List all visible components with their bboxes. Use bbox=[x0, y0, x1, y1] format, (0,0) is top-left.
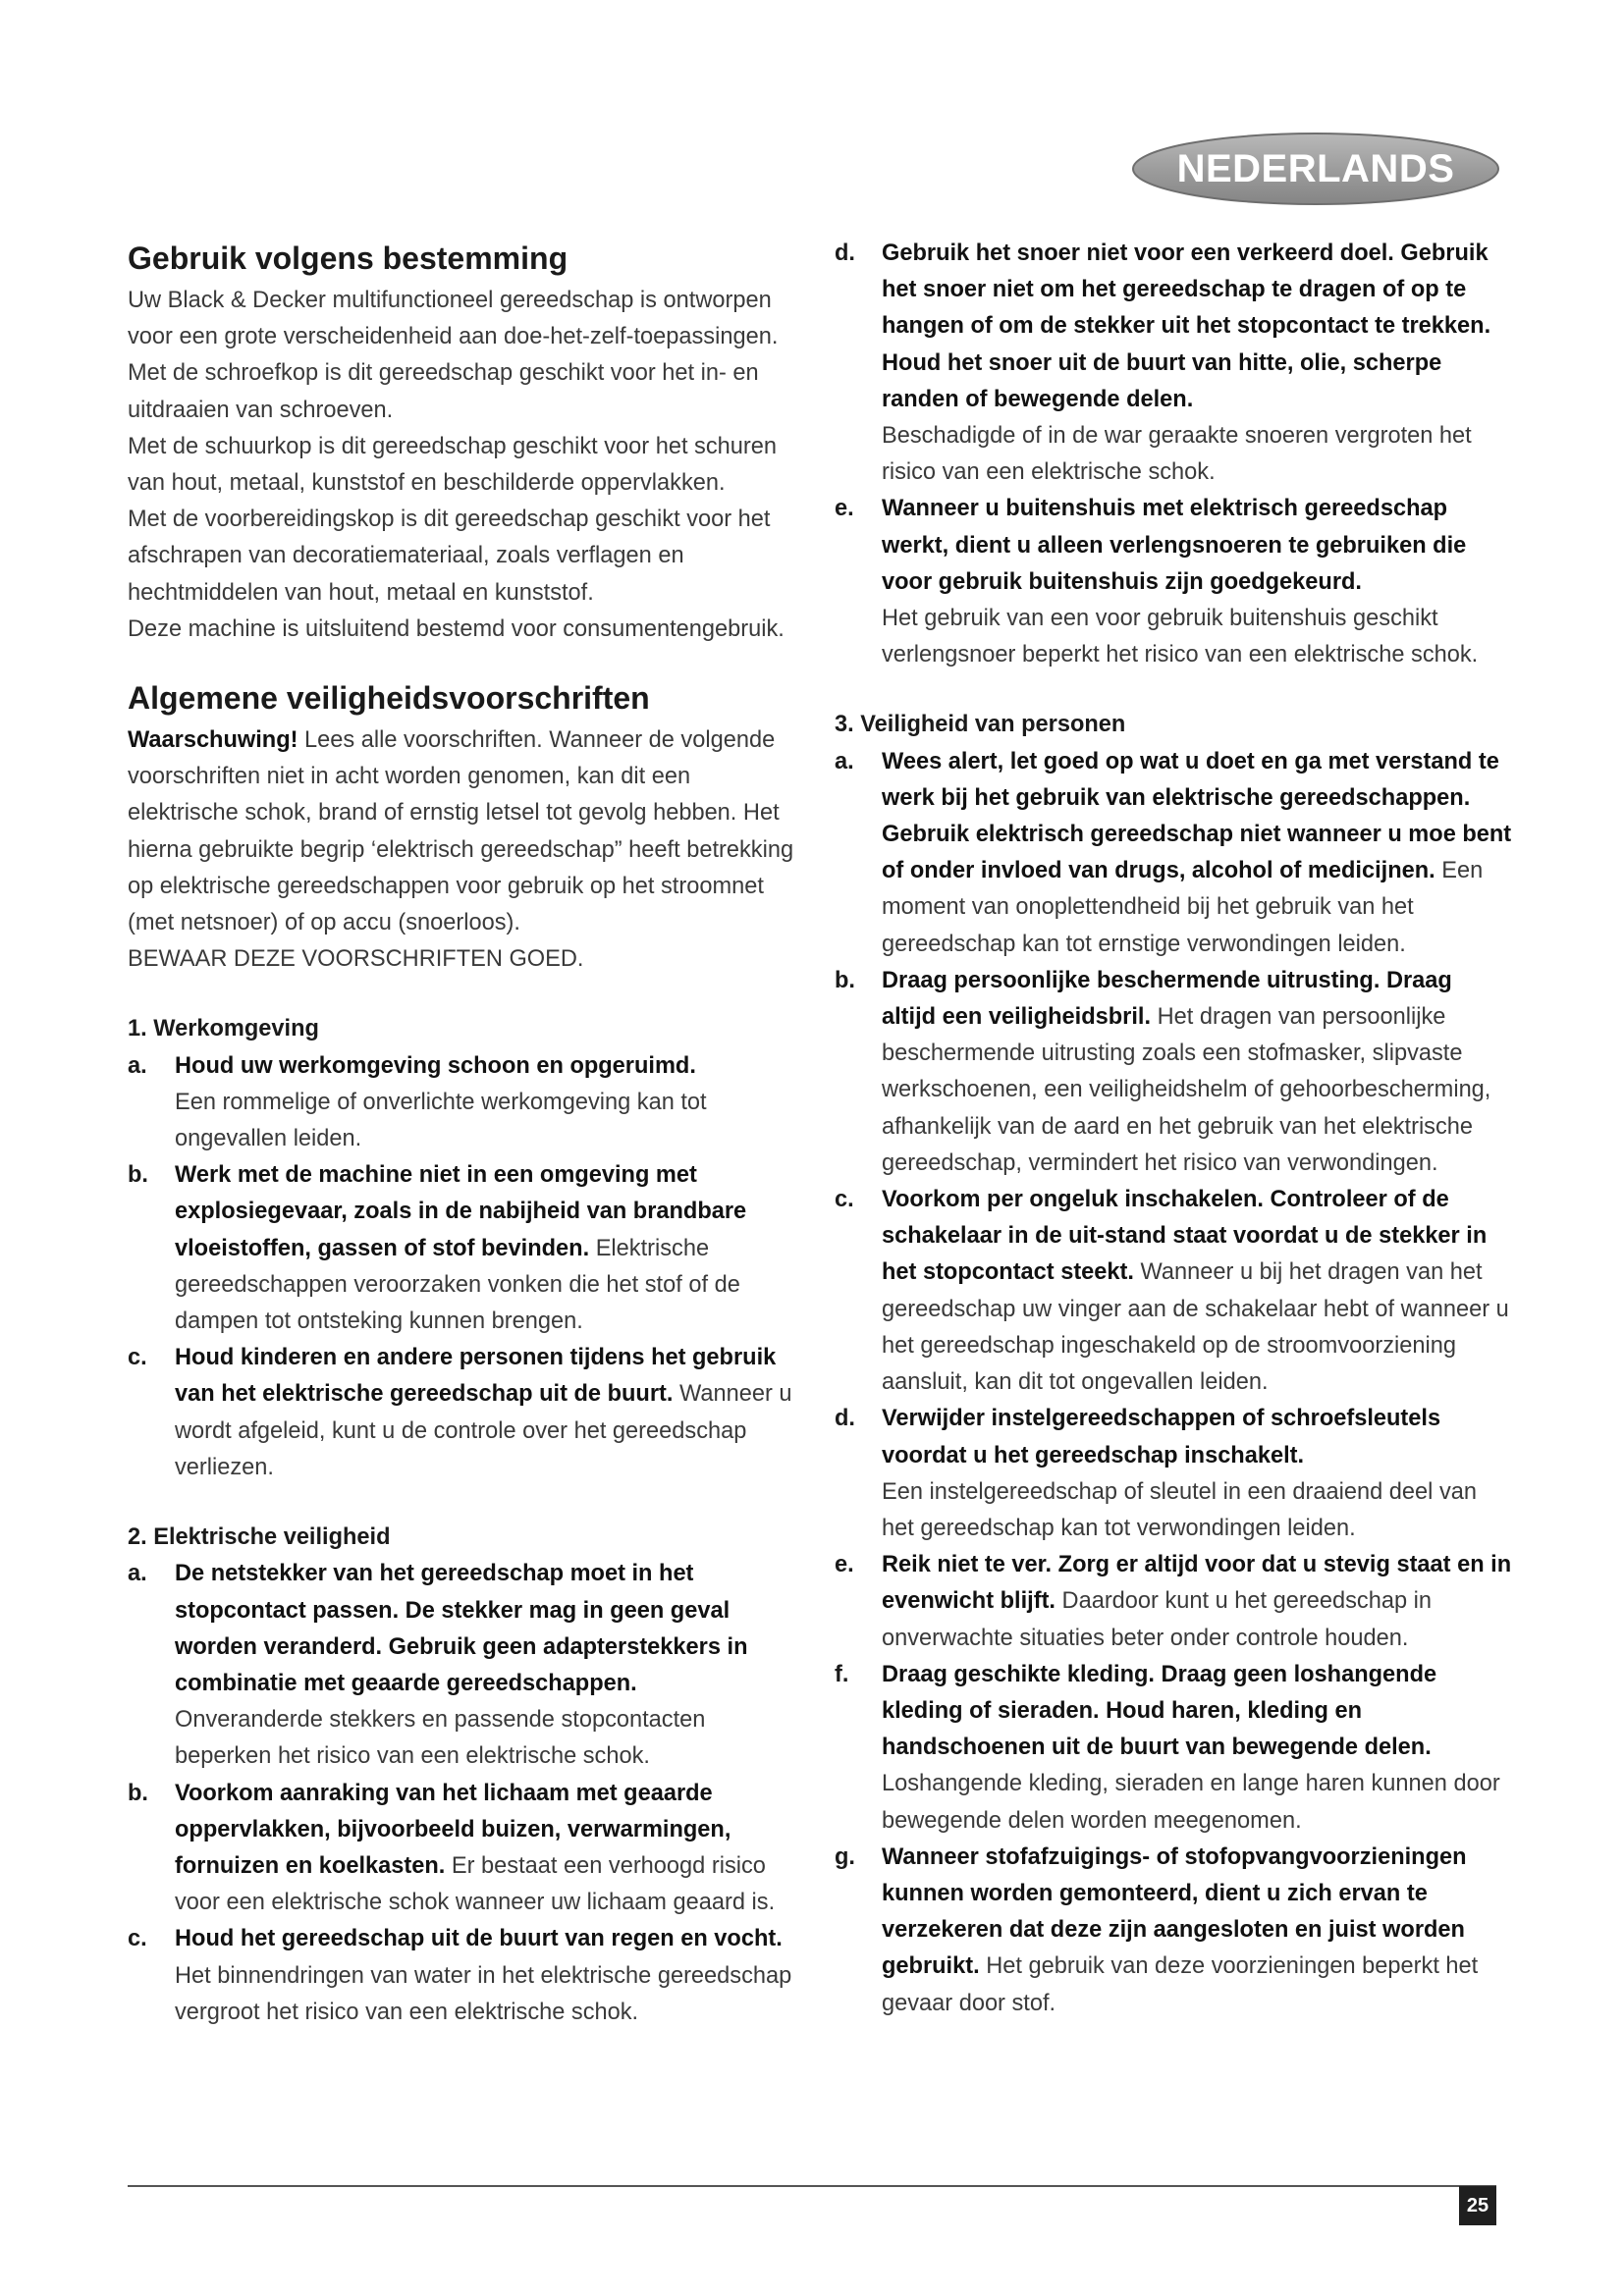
item-bold-text: Gebruik het snoer niet voor een verkeerd doel. Gebruik het snoer niet om het gereedschap te dragen of op te hangen of om de stekker uit het stopcontact te trekken. Houd het snoer uit de buurt van hitte, olie, scherpe randen of bewegende delen. bbox=[882, 240, 1491, 412]
list-item bbox=[128, 1340, 805, 1486]
item-bold-text: De netstekker van het gereedschap moet in het stopcontact passen. De stekker mag in geen geval worden veranderd. Gebruik geen adapterstekkers in combinatie met geaarde gereedschappen. bbox=[175, 1561, 748, 1696]
item-detail-text: Een rommelige of onverlichte werkomgeving kan tot ongevallen leiden. bbox=[175, 1089, 707, 1152]
list-item bbox=[128, 1048, 805, 1158]
general-safety-heading: Algemene veiligheidsvoorschriften bbox=[128, 680, 650, 717]
item-bold-text: Draag geschikte kleding. Draag geen loshangende kleding of sieraden. Houd haren, kleding en handschoenen uit de buurt van bewegende delen. bbox=[882, 1661, 1437, 1761]
list-item bbox=[835, 1840, 1512, 2022]
right-column bbox=[835, 236, 1512, 2022]
item-letter: b. bbox=[128, 1162, 148, 1189]
intended-use-paragraph: Met de schuurkop is dit gereedschap geschikt voor het schuren van hout, metaal, kunststof en beschilderde oppervlakken. bbox=[128, 433, 777, 497]
list-item bbox=[835, 491, 1512, 673]
list-item bbox=[835, 963, 1512, 1182]
item-detail-text: Het binnendringen van water in het elektrische gereedschap vergroot het risico van een elektrische schok. bbox=[175, 1962, 792, 2025]
item-bold-text: Draag persoonlijke beschermende uitrusting. Draag altijd een veiligheidsbril. bbox=[882, 967, 1452, 1031]
item-letter: g. bbox=[835, 1843, 855, 1870]
warning-text: Lees alle voorschriften. Wanneer de volgende voorschriften niet in acht worden genomen, kan dit een elektrische schok, brand of ernstig letsel tot gevolg hebben. Het hierna gebruikte begrip ‘elektrisch gereedschap” heeft betrekking op elektrische gereedschappen voor gebruik op het stroomnet (met netsnoer) of op accu (snoerloos). bbox=[128, 727, 794, 936]
list-item bbox=[835, 1182, 1512, 1401]
personal-safety-heading: 3. Veiligheid van personen bbox=[835, 712, 1126, 738]
item-detail-text: Elektrische gereedschappen veroorzaken vonken die het stof of de dampen tot ontsteking kunnen brengen. bbox=[175, 1235, 740, 1335]
left-column bbox=[128, 236, 805, 2031]
item-letter: c. bbox=[128, 1345, 147, 1371]
item-bold-text: Reik niet te ver. Zorg er altijd voor dat u stevig staat en in evenwicht blijft. bbox=[882, 1552, 1512, 1615]
item-detail-text: Wanneer u bij het dragen van het gereedschap uw vinger aan de schakelaar hebt of wanneer u het gereedschap ingeschakeld op de stroomvoorziening aansluit, kan dit tot ongevallen leiden. bbox=[882, 1259, 1509, 1396]
item-detail-text: Onveranderde stekkers en passende stopcontacten beperken het risico van een elektrische schok. bbox=[175, 1707, 706, 1770]
item-bold-text: Voorkom aanraking van het lichaam met geaarde oppervlakken, bijvoorbeeld buizen, verwarmingen, fornuizen en koelkasten. bbox=[175, 1780, 731, 1879]
item-letter: d. bbox=[835, 240, 855, 266]
footer-rule bbox=[128, 2185, 1496, 2187]
item-letter: c. bbox=[835, 1187, 854, 1213]
item-bold-text: Houd het gereedschap uit de buurt van regen en vocht. bbox=[175, 1926, 783, 1952]
intended-use-paragraph: Deze machine is uitsluitend bestemd voor consumentengebruik. bbox=[128, 615, 785, 642]
work-area-heading: 1. Werkomgeving bbox=[128, 1016, 319, 1042]
keep-instructions-text: BEWAAR DEZE VOORSCHRIFTEN GOED. bbox=[128, 946, 584, 973]
list-item bbox=[128, 1556, 805, 1775]
intended-use-paragraph: Met de schroefkop is dit gereedschap geschikt voor het in- en uitdraaien van schroeven. bbox=[128, 360, 759, 423]
warning-label: Waarschuwing! bbox=[128, 727, 298, 754]
item-detail-text: Het gebruik van deze voorzieningen beperkt het gevaar door stof. bbox=[882, 1953, 1479, 2016]
item-bold-text: Wees alert, let goed op wat u doet en ga met verstand te werk bij het gebruik van elektrische gereedschappen. Gebruik elektrisch gereedschap niet wanneer u moe bent of onder invloed van drugs, alcohol of medicijnen. bbox=[882, 748, 1512, 884]
intended-use-paragraph: Met de voorbereidingskop is dit gereedschap geschikt voor het afschrapen van decoratiemateriaal, zoals verflagen en hechtmiddelen van hout, metaal en kunststof. bbox=[128, 507, 771, 606]
language-badge bbox=[1131, 132, 1500, 206]
item-detail-text: Daardoor kunt u het gereedschap in onverwachte situaties beter onder controle houden. bbox=[882, 1588, 1432, 1651]
item-detail-text: Beschadigde of in de war geraakte snoeren vergroten het risico van een elektrische schok. bbox=[882, 423, 1472, 486]
item-letter: a. bbox=[128, 1561, 147, 1587]
item-letter: a. bbox=[128, 1052, 147, 1079]
item-bold-text: Houd kinderen en andere personen tijdens het gebruik van het elektrische gereedschap uit de buurt. bbox=[175, 1345, 777, 1408]
item-bold-text: Wanneer stofafzuigings- of stofopvangvoorzieningen kunnen worden gemonteerd, dient u zich ervan te verzekeren dat deze zijn aangesloten en juist worden gebruikt. bbox=[882, 1843, 1467, 1980]
item-letter: f. bbox=[835, 1661, 849, 1687]
electrical-safety-heading: 2. Elektrische veiligheid bbox=[128, 1524, 391, 1551]
item-letter: b. bbox=[128, 1780, 148, 1806]
list-item bbox=[835, 1401, 1512, 1547]
list-item bbox=[835, 236, 1512, 491]
warning-paragraph bbox=[128, 722, 805, 941]
item-bold-text: Voorkom per ongeluk inschakelen. Controleer of de schakelaar in de uit-stand staat voordat u de stekker in het stopcontact steekt. bbox=[882, 1187, 1488, 1286]
intended-use-paragraph: Uw Black & Decker multifunctioneel gereedschap is ontworpen voor een grote verscheidenheid aan doe-het-zelf-toepassingen. bbox=[128, 288, 779, 350]
item-letter: b. bbox=[835, 967, 855, 993]
item-detail-text: Het gebruik van een voor gebruik buitenshuis geschikt verlengsnoer beperkt het risico van een elektrische schok. bbox=[882, 606, 1479, 668]
page-number: 25 bbox=[1459, 2186, 1496, 2225]
list-item bbox=[128, 1157, 805, 1340]
item-detail-text: Een moment van onoplettendheid bij het gebruik van het gereedschap kan tot ernstige verwondingen leiden. bbox=[882, 858, 1484, 957]
item-letter: e. bbox=[835, 1552, 854, 1578]
list-item bbox=[128, 1921, 805, 2031]
item-detail-text: Loshangende kleding, sieraden en lange haren kunnen door bewegende delen worden meegenomen. bbox=[882, 1771, 1500, 1834]
item-letter: a. bbox=[835, 748, 854, 774]
item-letter: e. bbox=[835, 496, 854, 522]
item-detail-text: Er bestaat een verhoogd risico voor een elektrische schok wanneer uw lichaam geaard is. bbox=[175, 1852, 776, 1916]
language-badge-label: NEDERLANDS bbox=[1176, 147, 1455, 190]
item-bold-text: Houd uw werkomgeving schoon en opgeruimd. bbox=[175, 1052, 696, 1079]
item-detail-text: Een instelgereedschap of sleutel in een draaiend deel van het gereedschap kan tot verwondingen leiden. bbox=[882, 1478, 1478, 1541]
item-letter: c. bbox=[128, 1926, 147, 1952]
item-bold-text: Werk met de machine niet in een omgeving met explosiegevaar, zoals in de nabijheid van brandbare vloeistoffen, gassen of stof bevinden. bbox=[175, 1162, 747, 1261]
list-item bbox=[835, 744, 1512, 963]
item-bold-text: Wanneer u buitenshuis met elektrisch gereedschap werkt, dient u alleen verlengsnoeren te gebruiken die voor gebruik buitenshuis zijn goedgekeurd. bbox=[882, 496, 1467, 595]
intended-use-heading: Gebruik volgens bestemming bbox=[128, 240, 568, 276]
item-detail-text: Het dragen van persoonlijke beschermende uitrusting zoals een stofmasker, slipvaste werkschoenen, een veiligheidshelm of gehoorbescherming, afhankelijk van de aard en het gebruik van het elektrische gereedschap, vermindert het risico van verwondingen. bbox=[882, 1004, 1491, 1176]
list-item bbox=[835, 1547, 1512, 1657]
item-detail-text: Wanneer u wordt afgeleid, kunt u de controle over het gereedschap verliezen. bbox=[175, 1381, 792, 1480]
item-letter: d. bbox=[835, 1406, 855, 1432]
list-item bbox=[835, 1657, 1512, 1840]
list-item bbox=[128, 1776, 805, 1922]
item-bold-text: Verwijder instelgereedschappen of schroefsleutels voordat u het gereedschap inschakelt. bbox=[882, 1406, 1441, 1468]
